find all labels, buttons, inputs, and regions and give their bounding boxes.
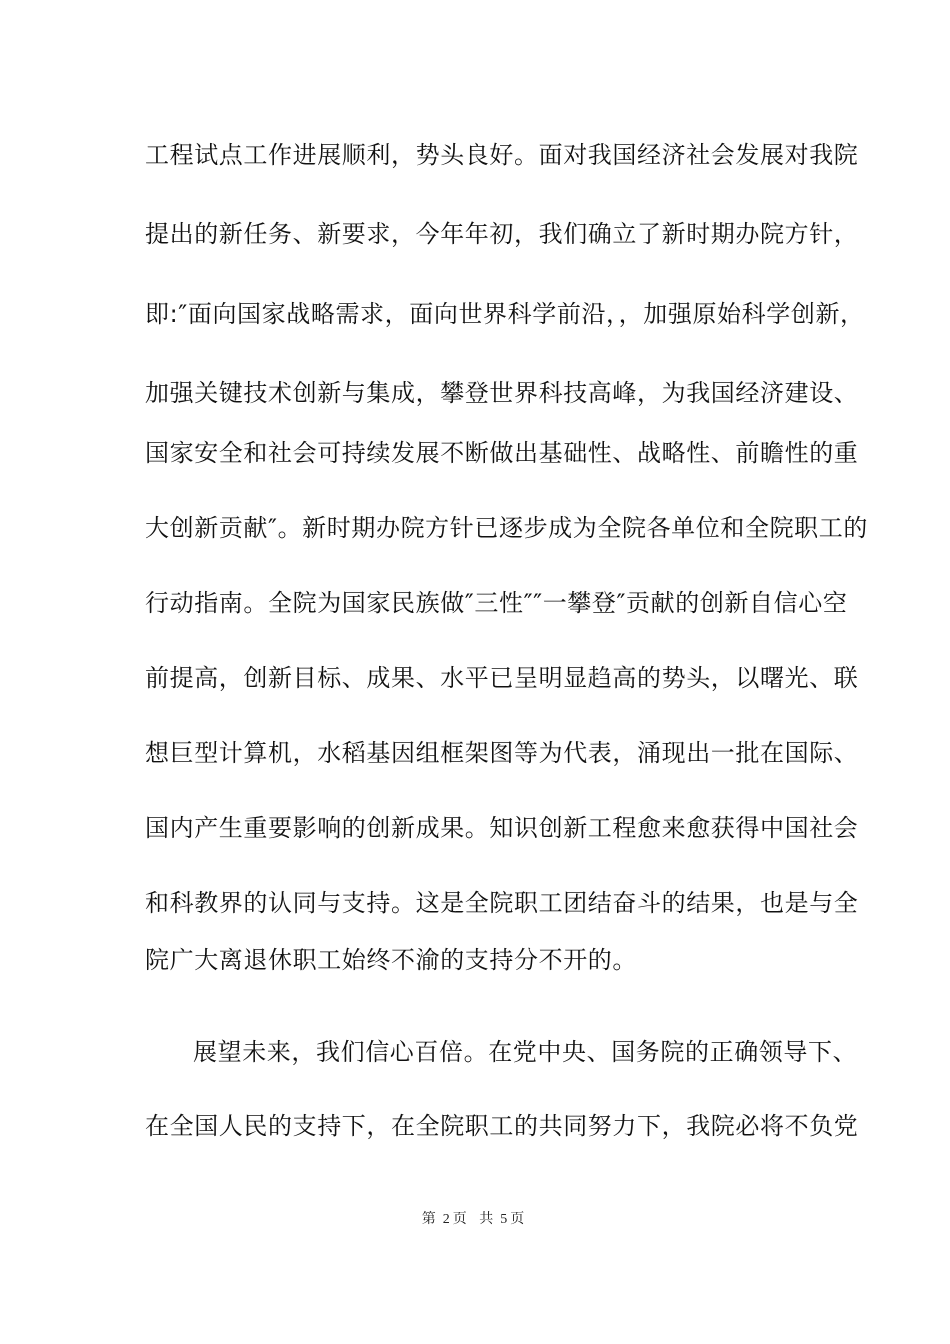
- current-page-number: 2: [442, 1212, 450, 1227]
- body-text-line: 即:″面向国家战略需求，面向世界科学前沿，，加强原始科学创新，: [145, 300, 865, 328]
- body-text-line: 前提高，创新目标、成果、水平已呈明显趋高的势头，以曙光、联: [145, 664, 859, 692]
- footer-middle: 页 共: [452, 1211, 498, 1227]
- body-text-line: 在全国人民的支持下，在全院职工的共同努力下，我院必将不负党: [145, 1112, 859, 1140]
- body-text-line: 国家安全和社会可持续发展不断做出基础性、战略性、前瞻性的重: [145, 439, 859, 467]
- page-number-footer: [0, 1208, 950, 1228]
- body-text-line: 行动指南。全院为国家民族做″三性″″一攀登″贡献的创新自信心空: [145, 589, 848, 617]
- paragraph-first-line: 展望未来，我们信心百倍。在党中央、国务院的正确领导下、: [193, 1038, 858, 1066]
- body-text-line: 和科教界的认同与支持。这是全院职工团结奋斗的结果，也是与全: [145, 889, 859, 917]
- body-text-line: 国内产生重要影响的创新成果。知识创新工程愈来愈获得中国社会: [145, 814, 859, 842]
- footer-suffix: 页: [510, 1211, 529, 1227]
- body-text-line: 加强关键技术创新与集成，攀登世界科技高峰，为我国经济建设、: [145, 379, 859, 407]
- body-text-line: 大创新贡献″。新时期办院方针已逐步成为全院各单位和全院职工的: [145, 514, 868, 542]
- body-text-line: 院广大离退休职工始终不渝的支持分不开的。: [145, 946, 637, 974]
- total-page-number: 5: [500, 1212, 508, 1227]
- footer-prefix: 第: [421, 1211, 440, 1227]
- body-text-line: 提出的新任务、新要求，今年年初，我们确立了新时期办院方针，: [145, 220, 859, 248]
- body-text-line: 工程试点工作进展顺利，势头良好。面对我国经济社会发展对我院: [145, 141, 859, 169]
- body-text-line: 想巨型计算机，水稻基因组框架图等为代表，涌现出一批在国际、: [145, 739, 859, 767]
